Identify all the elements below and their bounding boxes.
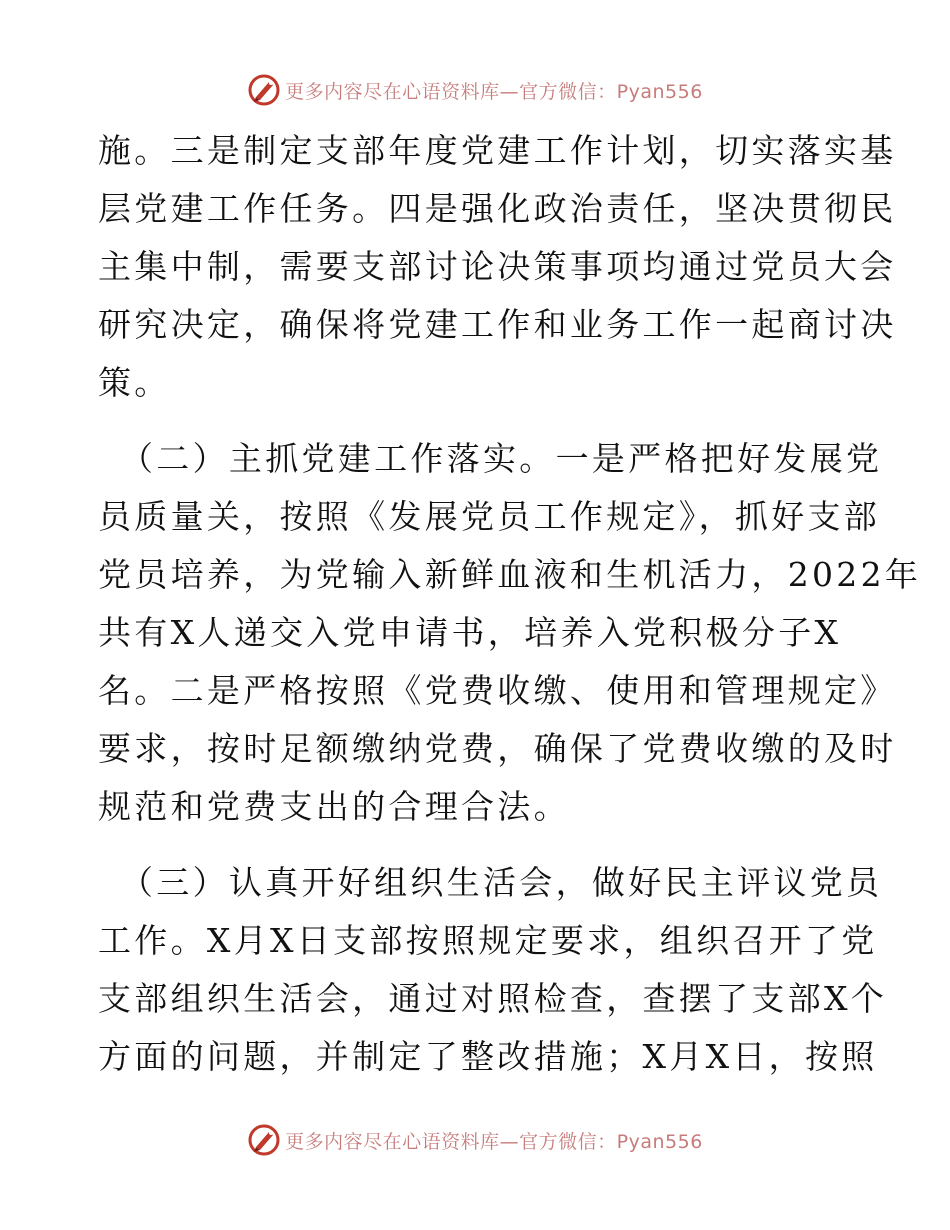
text-line: 党员培养，为党输入新鲜血液和生机活力，2022年 [98, 555, 922, 594]
text-line: 共有X人递交入党申请书，培养入党积极分子X [98, 613, 842, 652]
header-watermark-banner [0, 70, 950, 110]
text-line: 名。二是严格按照《党费收缴、使用和管理规定》 [98, 671, 897, 710]
text-line: 策。 [98, 363, 171, 402]
text-line: 支部组织生活会，通过对照检查，查摆了支部X个 [98, 979, 888, 1018]
paragraph-3 [98, 854, 888, 1086]
text-line: （二）主抓党建工作落实。一是严格把好发展党 [120, 439, 883, 478]
pen-seal-icon [247, 73, 281, 107]
footer-watermark-banner [0, 1120, 950, 1160]
pen-seal-icon [247, 1123, 281, 1157]
text-line: 方面的问题，并制定了整改措施；X月X日，按照 [98, 1037, 878, 1076]
text-line: （三）认真开好组织生活会，做好民主评议党员 [120, 863, 883, 902]
text-line: 工作。X月X日支部按照规定要求，组织召开了党 [98, 921, 878, 960]
document-body [98, 122, 922, 1086]
text-line: 层党建工作任务。四是强化政治责任，坚决贯彻民 [98, 189, 897, 228]
text-line: 要求，按时足额缴纳党费，确保了党费收缴的及时 [98, 729, 897, 768]
text-line: 研究决定，确保将党建工作和业务工作一起商讨决 [98, 305, 897, 344]
watermark-text: 更多内容尽在心语资料库—官方微信：Pyan556 [285, 1130, 703, 1153]
text-line: 员质量关，按照《发展党员工作规定》，抓好支部 [98, 497, 881, 536]
text-line: 施。三是制定支部年度党建工作计划，切实落实基 [98, 131, 897, 170]
paragraph-1 [98, 122, 897, 412]
watermark-text: 更多内容尽在心语资料库—官方微信：Pyan556 [285, 80, 703, 103]
text-line: 主集中制，需要支部讨论决策事项均通过党员大会 [98, 247, 897, 286]
text-line: 规范和党费支出的合理合法。 [98, 787, 570, 826]
paragraph-2 [98, 430, 922, 836]
